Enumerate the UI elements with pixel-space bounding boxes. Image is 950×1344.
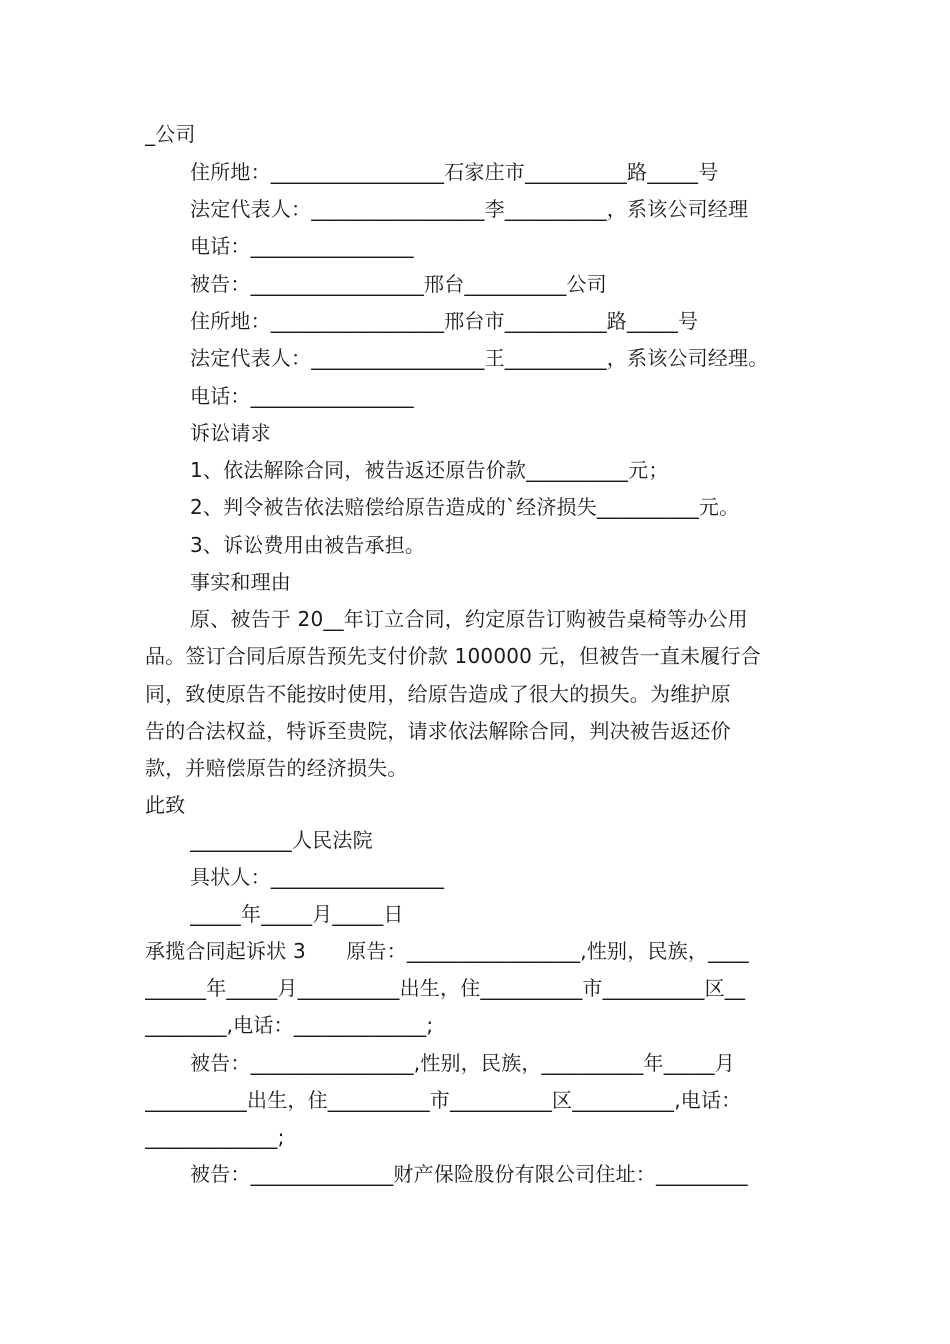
- text-line: 法定代表人：_________________王__________，系该公司经理。: [190, 346, 769, 370]
- text-line: 2、判令被告依法赔偿给原告造成的`经济损失__________元。: [190, 495, 740, 519]
- text-line: 款，并赔偿原告的经济损失。: [145, 756, 408, 780]
- text-line: 住所地：_________________邢台市__________路_____号: [190, 309, 699, 333]
- text-line: 此致: [145, 793, 186, 817]
- text-line: ______年_____月__________出生，住__________市__________区__: [145, 976, 746, 1000]
- text-line: 被告：_________________邢台__________公司: [190, 272, 607, 296]
- text-line: 品。签订合同后原告预先支付价款 100000 元，但被告一直未履行合: [145, 644, 761, 668]
- text-line: 具状人：_________________: [190, 865, 445, 889]
- text-line: 同，致使原告不能按时使用，给原告造成了很大的损失。为维护原: [145, 682, 731, 706]
- text-line: _公司: [145, 122, 196, 146]
- section-heading: 事实和理由: [190, 570, 291, 594]
- section-heading: 诉讼请求: [190, 421, 271, 445]
- text-line: _____________;: [145, 1125, 285, 1149]
- text-line: 被告：________________,性别，民族，__________年_____月: [190, 1051, 735, 1075]
- text-line: 住所地：_________________石家庄市__________路_____号: [190, 160, 719, 184]
- text-line: __________出生，住__________市__________区__________,电话：: [145, 1088, 742, 1112]
- text-line: 承揽合同起诉状 3 原告：_________________,性别，民族，____: [145, 939, 749, 963]
- text-line: 被告：______________财产保险股份有限公司住址：_________: [190, 1162, 748, 1186]
- text-line: 3、诉讼费用由被告承担。: [190, 533, 426, 557]
- text-line: 1、依法解除合同，被告返还原告价款__________元；: [190, 458, 669, 482]
- text-line: __________人民法院: [190, 828, 373, 852]
- text-line: 法定代表人：_________________李__________，系该公司经理: [190, 197, 749, 221]
- text-line: 告的合法权益，特诉至贵院，请求依法解除合同，判决被告返还价: [145, 719, 731, 743]
- text-line: ________,电话：_____________;: [145, 1013, 434, 1037]
- text-line: 原、被告于 20__年订立合同，约定原告订购被告桌椅等办公用: [190, 607, 748, 631]
- text-line: 电话：________________: [190, 384, 414, 408]
- text-line: _____年_____月_____日: [190, 902, 404, 926]
- text-line: 电话：________________: [190, 234, 414, 258]
